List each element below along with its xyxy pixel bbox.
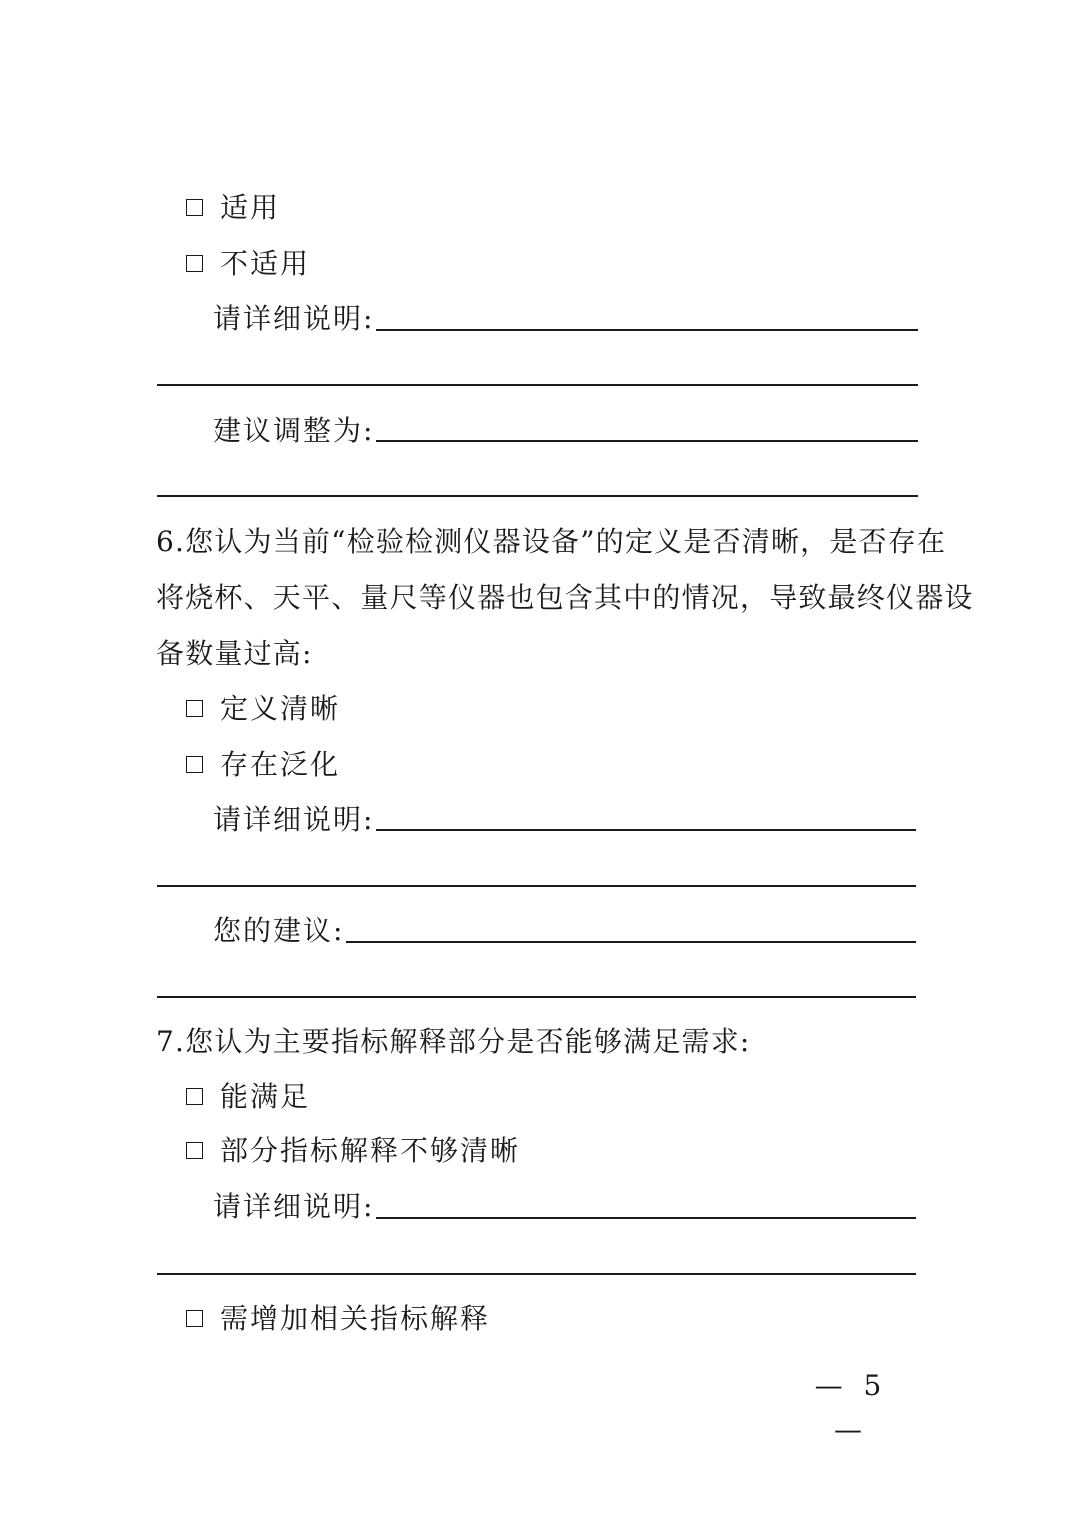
option-label: 适用: [220, 191, 281, 224]
detail-input-line[interactable]: [376, 1217, 916, 1219]
checkbox-not-applicable[interactable]: [186, 255, 203, 272]
suggestion-input-line-2[interactable]: [157, 996, 916, 998]
option-label: 能满足: [220, 1080, 311, 1113]
option-not-applicable[interactable]: [186, 244, 310, 284]
detail-label: 请详细说明:: [213, 302, 375, 335]
option-label: 需增加相关指标解释: [220, 1302, 491, 1335]
option-add-indicators[interactable]: [186, 1299, 490, 1339]
detail-input-line-2[interactable]: [157, 384, 918, 386]
option-satisfied[interactable]: [186, 1077, 310, 1117]
detail-input-line[interactable]: [376, 829, 916, 831]
suggest-label: 建议调整为:: [213, 414, 375, 447]
suggestion-label: 您的建议:: [213, 914, 345, 947]
suggest-input-line[interactable]: [376, 440, 918, 442]
option-label: 不适用: [220, 247, 311, 280]
detail-label: 请详细说明:: [213, 803, 375, 836]
detail-input-line-2[interactable]: [157, 885, 916, 887]
detail-input-line-2[interactable]: [157, 1273, 916, 1275]
checkbox-partially-unclear[interactable]: [186, 1142, 203, 1159]
checkbox-definition-clear[interactable]: [186, 700, 203, 717]
question-6-line-2: 将烧杯、天平、量尺等仪器也包含其中的情况，导致最终仪器设: [156, 581, 974, 614]
suggestion-input-line[interactable]: [346, 941, 916, 943]
option-label: 部分指标解释不够清晰: [220, 1134, 521, 1167]
suggest-input-line-2[interactable]: [157, 495, 918, 497]
option-label: 存在泛化: [220, 748, 341, 781]
page-number: — 5 —: [814, 1369, 888, 1446]
option-applicable[interactable]: [186, 188, 280, 228]
option-partially-unclear[interactable]: [186, 1131, 520, 1171]
question-7-text: 7.您认为主要指标解释部分是否能够满足需求:: [156, 1025, 751, 1058]
option-overgeneralized[interactable]: [186, 745, 340, 785]
checkbox-applicable[interactable]: [186, 199, 203, 216]
question-6-line-3: 备数量过高:: [156, 637, 313, 670]
detail-label: 请详细说明:: [213, 1190, 375, 1223]
option-label: 定义清晰: [220, 692, 341, 725]
checkbox-satisfied[interactable]: [186, 1088, 203, 1105]
detail-input-line[interactable]: [376, 329, 918, 331]
question-6-line-1: 6.您认为当前“检验检测仪器设备”的定义是否清晰，是否存在: [156, 525, 947, 558]
checkbox-add-indicators[interactable]: [186, 1310, 203, 1327]
checkbox-overgeneralized[interactable]: [186, 756, 203, 773]
option-definition-clear[interactable]: [186, 689, 340, 729]
